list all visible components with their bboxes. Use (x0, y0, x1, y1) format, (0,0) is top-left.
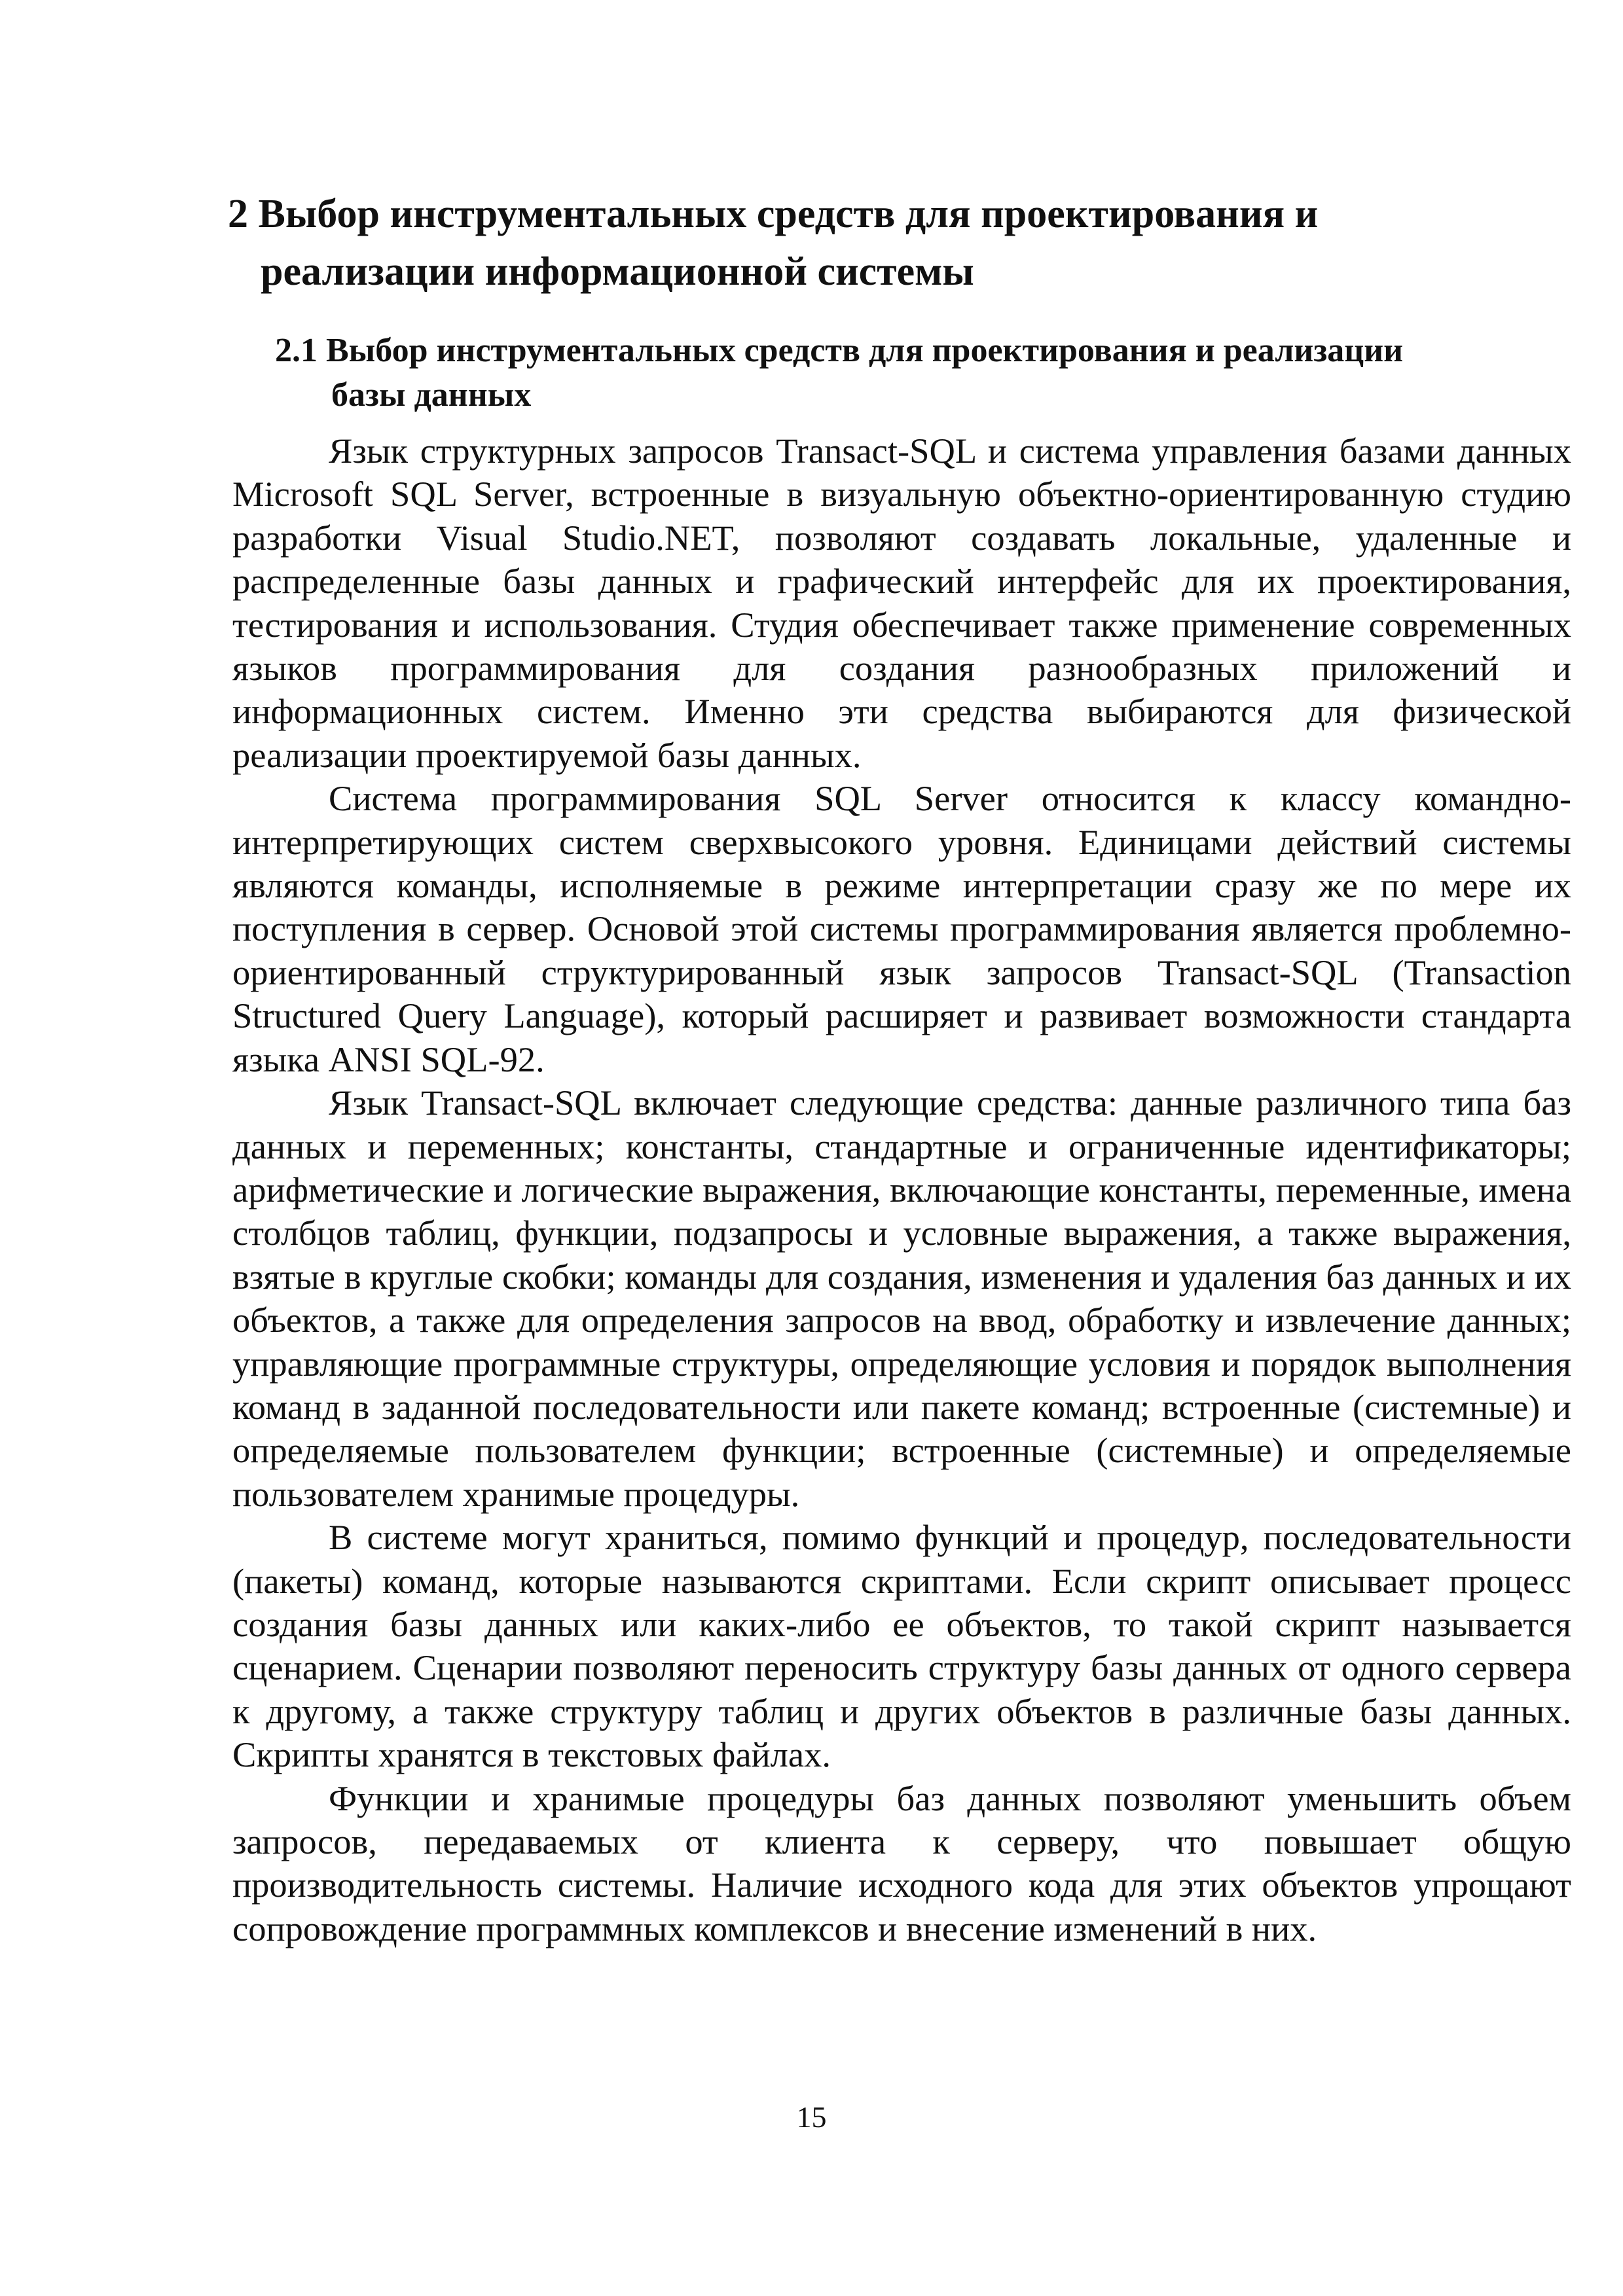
paragraph-3: Язык Transact-SQL включает следующие средства: данные различного типа баз данных и переменных; константы, стандартные и ограниченные идентификаторы; арифметические и логические выражения, включающие константы, переменные, имена столбцов таблиц, функции, подзапросы и условные выражения, а также выражения, взятые в круглые скобки; команды для создания, изменения и удаления баз данных и их объектов, а также для определения запросов на ввод, обработку и извлечение данных; управляющие программные структуры, определяющие условия и порядок выполнения команд в заданной последовательности или пакете команд; встроенные (системные) и определяемые пользователем функции; встроенные (системные) и определяемые пользователем хранимые процедуры. (232, 1083, 1571, 1514)
section-heading-line-1: 2.1 Выбор инструментальных средств для проектирования и реализации (275, 332, 1404, 369)
body-text (232, 429, 1571, 1950)
section-heading-line-2: базы данных (331, 376, 532, 414)
section-heading (275, 329, 1571, 418)
page-number: 15 (796, 2100, 827, 2134)
chapter-heading-line-2: реализации информационной системы (261, 249, 974, 294)
chapter-heading (228, 185, 1472, 300)
paragraph-4: В системе могут храниться, помимо функций и процедур, последовательности (пакеты) команд, которые называются скриптами. Если скрипт описывает процесс создания базы данных или каких-либо ее объектов, то такой скрипт называется сценарием. Сценарии позволяют переносить структуру базы данных от одного сервера к другому, а также структуру таблиц и других объектов в различные базы данных. Скрипты хранятся в текстовых файлах. (232, 1517, 1571, 1775)
paragraph-2: Система программирования SQL Server относится к классу командно-интерпретирующих систем сверхвысокого уровня. Единицами действий системы являются команды, исполняемые в режиме интерпретации сразу же по мере их поступления в сервер. Основой этой системы программирования является проблемно-ориентированный структурированный язык запросов Transact-SQL (Transaction Structured Query Language), который расширяет и развивает возможности стандарта языка ANSI SQL-92. (232, 778, 1571, 1079)
chapter-heading-line-1: 2 Выбор инструментальных средств для проектирования и (228, 192, 1319, 236)
paragraph-5: Функции и хранимые процедуры баз данных позволяют уменьшить объем запросов, передаваемых от клиента к серверу, что повышает общую производительность системы. Наличие исходного кода для этих объектов упрощают сопровождение программных комплексов и внесение изменений в них. (232, 1778, 1571, 1948)
paragraph-1: Язык структурных запросов Transact-SQL и система управления базами данных Microsoft SQL Server, встроенные в визуальную объектно-ориентированную студию разработки Visual Studio.NET, позволяют создавать локальные, удаленные и распределенные базы данных и графический интерфейс для их проектирования, тестирования и использования. Студия обеспечивает также применение современных языков программирования для создания разнообразных приложений и информационных систем. Именно эти средства выбираются для физической реализации проектируемой базы данных. (232, 431, 1571, 775)
